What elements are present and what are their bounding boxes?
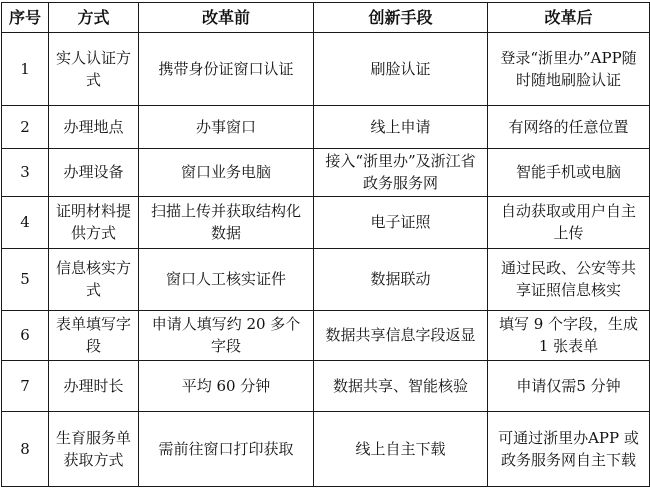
table-header-row bbox=[2, 3, 650, 33]
cell-means: 刷脸认证 bbox=[314, 33, 488, 106]
cell-method: 证明材料提供方式 bbox=[49, 196, 139, 248]
cell-after: 通过民政、公安等共享证照信息核实 bbox=[488, 248, 650, 310]
reform-comparison-table bbox=[1, 2, 650, 487]
cell-method: 表单填写字段 bbox=[49, 310, 139, 360]
cell-after: 登录“浙里办”APP随时随地刷脸认证 bbox=[488, 33, 650, 106]
header-means: 创新手段 bbox=[314, 3, 488, 33]
cell-before: 需前往窗口打印获取 bbox=[139, 412, 314, 487]
cell-after: 申请仅需5 分钟 bbox=[488, 360, 650, 412]
header-method: 方式 bbox=[49, 3, 139, 33]
cell-means: 数据联动 bbox=[314, 248, 488, 310]
table-row bbox=[2, 196, 650, 248]
header-before: 改革前 bbox=[139, 3, 314, 33]
cell-before: 平均 60 分钟 bbox=[139, 360, 314, 412]
table-row bbox=[2, 248, 650, 310]
cell-after: 填写 9 个字段，生成 1 张表单 bbox=[488, 310, 650, 360]
table-row bbox=[2, 412, 650, 487]
cell-after: 智能手机或电脑 bbox=[488, 149, 650, 197]
table-row bbox=[2, 360, 650, 412]
cell-after: 有网络的任意位置 bbox=[488, 105, 650, 149]
cell-serial: 8 bbox=[2, 412, 49, 487]
cell-serial: 7 bbox=[2, 360, 49, 412]
cell-serial: 5 bbox=[2, 248, 49, 310]
header-after: 改革后 bbox=[488, 3, 650, 33]
cell-means: 数据共享信息字段返显 bbox=[314, 310, 488, 360]
cell-means: 线上自主下载 bbox=[314, 412, 488, 487]
cell-method: 办理时长 bbox=[49, 360, 139, 412]
cell-means: 数据共享、智能核验 bbox=[314, 360, 488, 412]
cell-serial: 1 bbox=[2, 33, 49, 106]
cell-after: 自动获取或用户自主上传 bbox=[488, 196, 650, 248]
cell-method: 信息核实方式 bbox=[49, 248, 139, 310]
table-row bbox=[2, 33, 650, 106]
cell-serial: 3 bbox=[2, 149, 49, 197]
cell-before: 窗口业务电脑 bbox=[139, 149, 314, 197]
cell-means: 电子证照 bbox=[314, 196, 488, 248]
cell-method: 办理地点 bbox=[49, 105, 139, 149]
cell-before: 申请人填写约 20 多个字段 bbox=[139, 310, 314, 360]
cell-method: 办理设备 bbox=[49, 149, 139, 197]
cell-serial: 2 bbox=[2, 105, 49, 149]
cell-method: 实人认证方式 bbox=[49, 33, 139, 106]
cell-serial: 4 bbox=[2, 196, 49, 248]
table-row bbox=[2, 105, 650, 149]
table-row bbox=[2, 310, 650, 360]
cell-serial: 6 bbox=[2, 310, 49, 360]
table-row bbox=[2, 149, 650, 197]
cell-means: 接入“浙里办”及浙江省政务服务网 bbox=[314, 149, 488, 197]
cell-before: 扫描上传并获取结构化数据 bbox=[139, 196, 314, 248]
cell-method: 生育服务单获取方式 bbox=[49, 412, 139, 487]
cell-before: 办事窗口 bbox=[139, 105, 314, 149]
cell-before: 携带身份证窗口认证 bbox=[139, 33, 314, 106]
cell-after: 可通过浙里办APP 或政务服务网自主下载 bbox=[488, 412, 650, 487]
cell-before: 窗口人工核实证件 bbox=[139, 248, 314, 310]
header-serial: 序号 bbox=[2, 3, 49, 33]
cell-means: 线上申请 bbox=[314, 105, 488, 149]
